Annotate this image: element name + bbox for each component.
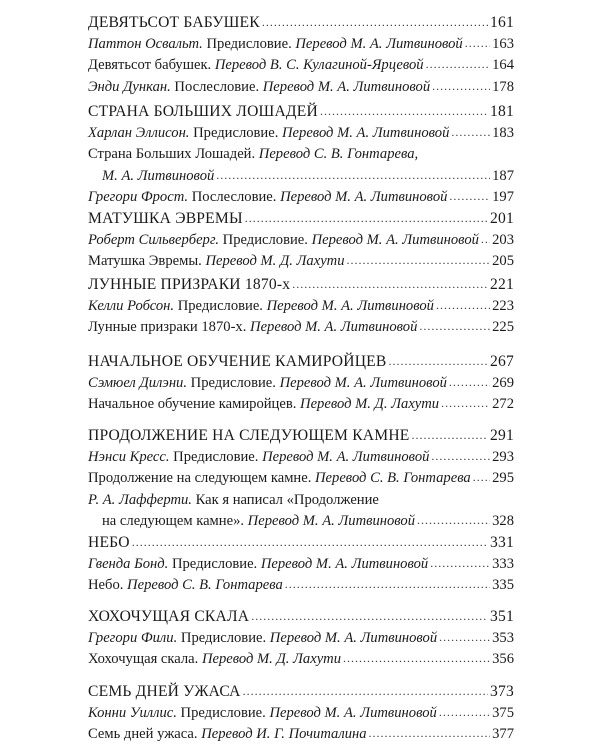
section-heading [88,12,514,34]
entry-author: Грегори Фили. [88,629,178,646]
entry-text [88,649,341,671]
section-heading [88,606,514,628]
entry-text [88,468,471,490]
dot-leader [465,33,490,48]
entry-text [88,251,345,273]
toc-entry [88,490,514,512]
dot-leader [320,100,488,116]
entry-translator: Перевод С. В. Гонтарева [127,577,283,593]
toc-entry [88,703,514,725]
entry-translator: Перевод М. А. Литвиновой [295,35,463,52]
toc-section [88,425,514,533]
entry-text [88,511,415,533]
page-number: 221 [490,276,514,293]
entry-text [88,230,479,252]
entry-text [88,187,447,209]
dot-leader [431,446,490,461]
toc-entry [88,724,514,746]
entry-translator: Перевод М. А. Литвиновой [269,704,437,721]
dot-leader [245,207,488,223]
entry-title: Предисловие. [219,231,312,248]
entry-author: Грегори Фрост. [88,189,189,205]
entry-translator: Перевод С. В. Гонтарева, [258,146,419,162]
entry-translator: Перевод В. С. Кулагиной-Ярцевой [214,57,424,73]
page-number: 178 [492,78,514,95]
entry-title: Предисловие. [189,124,283,141]
toc-section [88,274,514,339]
entry-text [88,447,429,469]
page-number: 269 [492,374,514,391]
entry-title: Матушка Эвремы. [88,253,206,269]
dot-leader [419,316,490,331]
dot-leader [417,510,490,525]
entry-title: Лунные призраки 1870-х. [88,319,251,335]
dot-leader [439,702,490,717]
section-title: НАЧАЛЬНОЕ ОБУЧЕНИЕ КАМИРОЙЦЕВ [88,353,387,370]
section-title: ДЕВЯТЬСОТ БАБУШЕК [88,14,260,31]
entry-translator: Перевод М. А. Литвиновой [311,231,479,248]
entry-title: Небо. [88,577,128,593]
toc-entry [88,55,514,77]
toc-entry [88,251,514,273]
toc-entry [88,123,514,145]
entry-text [88,77,430,99]
page-number: 267 [490,353,514,370]
page-number: 225 [492,319,514,335]
toc-section [88,101,514,209]
section-title: ХОХОЧУЩАЯ СКАЛА [88,608,250,625]
entry-translator: Перевод М. Д. Лахути [205,253,345,269]
entry-text [88,317,417,339]
entry-translator: Перевод И. Г. Почиталина [201,726,367,742]
toc-entry [88,34,514,56]
section-title: ПРОДОЛЖЕНИЕ НА СЛЕДУЮЩЕМ КАМНЕ [88,427,410,444]
dot-leader [481,229,490,244]
entry-translator: Перевод С. В. Гонтарева [315,470,471,486]
toc-entry [88,77,514,99]
entry-text [88,490,379,512]
dot-leader [430,553,490,568]
entry-translator: М. А. Литвиновой [102,167,215,184]
entry-translator: Перевод М. А. Литвиновой [250,319,418,335]
entry-translator: Перевод М. А. Литвиновой [282,124,450,141]
page-number: 183 [492,124,514,141]
toc-section [88,12,514,98]
section-heading [88,208,514,230]
toc-entry [88,166,514,188]
entry-text [88,724,367,746]
entry-translator: Перевод М. А. Литвиновой [262,78,431,95]
entry-author: Паттон Освальт. [88,35,203,52]
entry-translator: Перевод М. А. Литвиновой [266,297,434,314]
entry-author: Гвенда Бонд. [88,555,169,572]
entry-title: Послесловие. [170,78,263,95]
page-number: 197 [492,189,514,205]
toc-section [88,351,514,416]
page-number: 205 [492,253,514,269]
toc-entry [88,230,514,252]
dot-leader [439,627,490,642]
entry-text [88,166,214,188]
dot-leader [132,531,488,547]
page-number: 223 [492,297,514,314]
entry-title: на следующем камне». [102,513,248,529]
dot-leader [412,424,488,440]
toc-entry [88,447,514,469]
toc-entry [88,575,514,597]
entry-title: Семь дней ужаса. [88,726,202,742]
entry-title: Послесловие. [188,189,281,205]
page-number: 328 [492,513,514,529]
dot-leader [262,11,488,27]
page-number: 331 [490,534,514,551]
entry-title: Продолжение на следующем камне. [88,470,316,486]
entry-translator: Перевод М. А. Литвиновой [280,189,448,205]
dot-leader [347,250,491,265]
page-number: 356 [492,651,514,667]
dot-leader [436,295,490,310]
entry-title: Хохочущая скала. [88,651,202,667]
entry-text [88,703,437,725]
entry-text [88,554,428,576]
dot-leader [369,723,491,738]
entry-text [88,296,434,318]
toc-entry [88,468,514,490]
entry-title: Предисловие. [168,555,261,572]
entry-author: Харлан Эллисон. [88,124,190,141]
entry-author: Роберт Сильверберг. [88,231,220,248]
section-heading [88,351,514,373]
section-heading [88,425,514,447]
page-number: 163 [492,35,514,52]
dot-leader [473,467,490,482]
entry-text [88,144,418,166]
entry-translator: Перевод М. А. Литвиновой [279,374,447,391]
toc-entry [88,554,514,576]
toc-entry [88,144,514,166]
entry-title: Девятьсот бабушек. [88,57,215,73]
entry-author: Конни Уиллис. [88,704,177,721]
entry-translator: Перевод М. А. Литвиновой [262,448,430,465]
page-number: 293 [492,448,514,465]
dot-leader [432,76,490,91]
entry-text [88,394,439,416]
entry-author: Р. А. Лафферти. [88,491,192,508]
page-number: 272 [492,396,514,412]
section-title: НЕБО [88,534,130,551]
dot-leader [251,605,488,621]
page-number: 203 [492,231,514,248]
toc-entry [88,187,514,209]
page-number: 181 [490,103,514,120]
toc-section [88,532,514,597]
dot-leader [426,54,491,69]
entry-translator: Перевод М. Д. Лахути [201,651,342,667]
entry-title: Как я написал «Продолжение [191,491,379,508]
page-number: 353 [492,629,514,646]
page-number: 201 [490,210,514,227]
dot-leader [285,574,490,589]
section-title: ЛУННЫЕ ПРИЗРАКИ 1870-х [88,276,291,293]
entry-text [88,123,449,145]
entry-author: Сэмюел Дилэни. [88,374,188,391]
entry-text [88,575,283,597]
page-number: 164 [492,57,514,73]
entry-title: Страна Больших Лошадей. [88,146,259,162]
entry-author: Келли Робсон. [88,297,175,314]
section-title: СТРАНА БОЛЬШИХ ЛОШАДЕЙ [88,103,318,120]
dot-leader [343,648,490,663]
dot-leader [449,372,490,387]
page-number: 377 [492,726,514,742]
toc-entry [88,394,514,416]
dot-leader [292,273,488,289]
entry-title: Предисловие. [202,35,296,52]
page-number: 295 [492,470,514,486]
entry-title: Предисловие. [169,448,263,465]
entry-text [88,34,463,56]
toc-entry [88,511,514,533]
dot-leader [441,393,490,408]
toc-section [88,208,514,273]
entry-translator: Перевод М. А. Литвиновой [247,513,416,529]
entry-title: Предисловие. [187,374,280,391]
page-number: 375 [492,704,514,721]
section-heading [88,101,514,123]
toc-entry [88,649,514,671]
page-number: 373 [490,683,514,700]
entry-translator: Перевод М. Д. Лахути [300,396,440,412]
entry-title: Предисловие. [176,704,270,721]
entry-title: Предисловие. [174,297,267,314]
dot-leader [216,165,490,180]
toc-entry [88,628,514,650]
section-heading [88,681,514,703]
section-heading [88,532,514,554]
entry-author: Нэнси Кресс. [88,448,170,465]
dot-leader [389,350,488,366]
entry-title: Начальное обучение камиройцев. [88,396,301,412]
section-title: СЕМЬ ДНЕЙ УЖАСА [88,683,241,700]
page-number: 335 [492,577,514,593]
toc-section [88,606,514,671]
dot-leader [451,122,490,137]
page-number: 333 [492,555,514,572]
entry-translator: Перевод М. А. Литвиновой [269,629,438,646]
toc-entry [88,296,514,318]
dot-leader [449,186,490,201]
page-number: 161 [490,14,514,31]
entry-text [88,55,424,77]
entry-translator: Перевод М. А. Литвиновой [260,555,429,572]
entry-title: Предисловие. [177,629,270,646]
toc-section [88,681,514,746]
toc-entry [88,373,514,395]
section-title: МАТУШКА ЭВРЕМЫ [88,210,243,227]
section-heading [88,274,514,296]
entry-text [88,373,447,395]
entry-author: Энди Дункан. [88,78,171,95]
page-number: 187 [492,167,514,184]
toc-entry [88,317,514,339]
page-number: 291 [490,427,514,444]
entry-text [88,628,437,650]
dot-leader [243,680,488,696]
page-number: 351 [490,608,514,625]
